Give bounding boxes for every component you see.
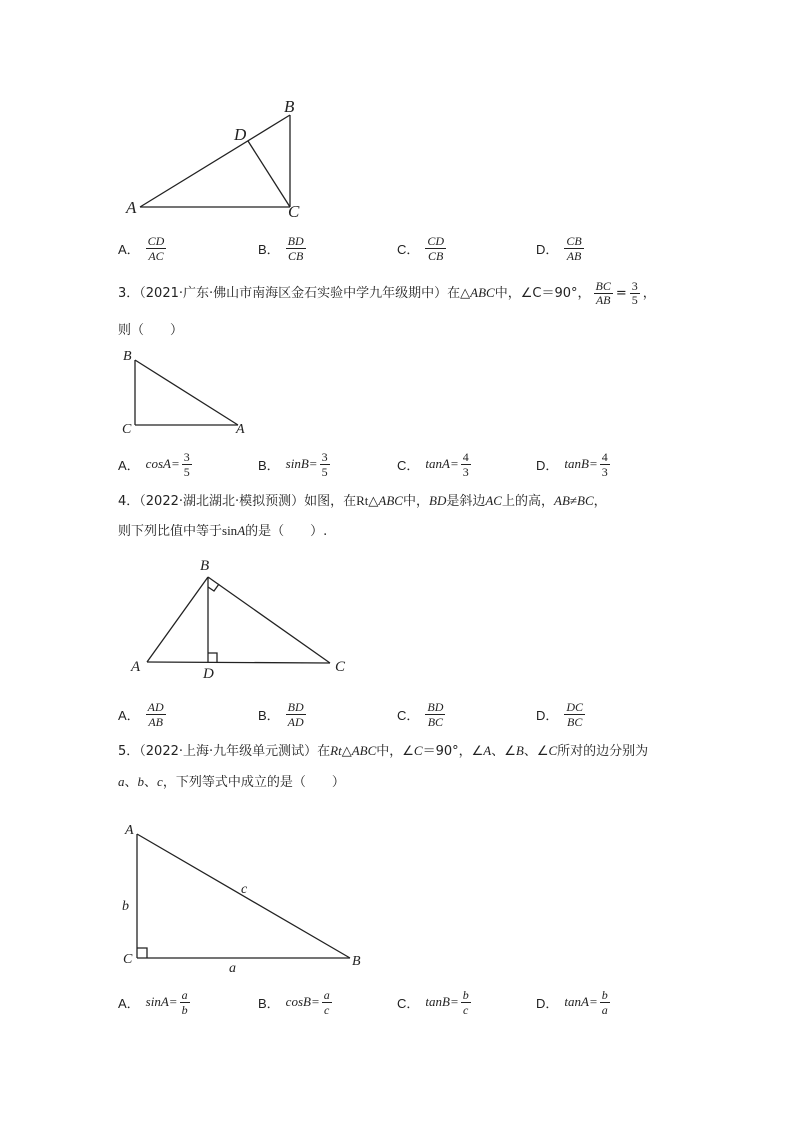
figure-right-triangle-abc-sides	[118, 820, 368, 980]
label-b: B	[284, 97, 295, 116]
q5-option-d[interactable]: D． tanA= $\frac{b}{a}$	[536, 987, 608, 1017]
label-d: D	[203, 666, 214, 682]
question-5-line2: a、b、c，下列等式中成立的是（ ）	[118, 774, 345, 790]
question-4-line2: 则下列比值中等于sinA的是（ ）.	[118, 523, 328, 539]
right-angle-mark-d	[208, 653, 217, 662]
q2-option-b[interactable]: B． $\frac{BD}{CB}$	[258, 233, 304, 263]
q2-option-c[interactable]: C． $\frac{CD}{CB}$	[397, 233, 445, 263]
q2-option-d[interactable]: D． $\frac{CB}{AB}$	[536, 233, 582, 263]
q3-option-a[interactable]: A． cosA= $\frac{3}{5}$	[118, 449, 190, 479]
question-3-stem: 3．（2021·广东·佛山市南海区金石实验中学九年级期中）在△ABC中，∠C＝90°， $\frac{BC}{AB}$ = $\frac{3}{5}$ ，	[118, 279, 656, 307]
q5-option-b[interactable]: B． cosB= $\frac{a}{c}$	[258, 987, 330, 1017]
q4-option-c[interactable]: C． $\frac{BD}{BC}$	[397, 699, 444, 729]
q5-option-a[interactable]: A． sinA= $\frac{a}{b}$	[118, 987, 188, 1017]
q3-options	[118, 444, 678, 484]
right-angle-mark-b	[208, 584, 219, 591]
label-side-a: a	[229, 961, 236, 976]
q4-options	[118, 694, 678, 734]
q3-option-c[interactable]: C． tanA= $\frac{4}{3}$	[397, 449, 469, 479]
q2-option-a[interactable]: A． $\frac{CD}{AC}$	[118, 233, 165, 263]
q2-options	[118, 228, 678, 268]
label-d: D	[234, 125, 247, 144]
label-c: C	[335, 659, 346, 675]
segment-ab	[140, 115, 290, 207]
figure-right-triangle-cba	[118, 345, 258, 440]
q4-option-b[interactable]: B． $\frac{BD}{AD}$	[258, 699, 304, 729]
label-A: A	[125, 823, 134, 838]
label-b: B	[200, 558, 210, 574]
segment-bc	[208, 577, 330, 663]
figure-triangle-altitude	[128, 553, 358, 683]
label-side-c: c	[241, 882, 248, 897]
q3-ratio-fraction: $\frac{BC}{AB}$	[595, 279, 611, 307]
label-b: B	[123, 349, 132, 364]
q4-option-a[interactable]: A． $\frac{AD}{AB}$	[118, 699, 164, 729]
segment-ba	[135, 360, 238, 425]
label-a: A	[236, 422, 245, 437]
label-C: C	[123, 952, 133, 967]
question-5-stem: 5．（2022·上海·九年级单元测试）在Rt△ABC中，∠C＝90°，∠A、∠B、∠C所对的边分别为	[118, 743, 649, 759]
label-c: C	[122, 422, 132, 437]
label-a: A	[131, 659, 141, 675]
label-c: C	[288, 202, 300, 221]
question-4-stem: 4．（2022·湖北湖北·模拟预测）如图，在Rt△ABC中，BD是斜边AC上的高，AB≠BC，	[118, 493, 607, 509]
segment-ab	[147, 577, 208, 662]
segment-ac	[147, 662, 330, 663]
segment-cd	[248, 141, 290, 207]
label-B: B	[352, 954, 361, 969]
q3-option-b[interactable]: B． sinB= $\frac{3}{5}$	[258, 449, 328, 479]
q5-options	[118, 982, 678, 1022]
q5-option-c[interactable]: C． tanB= $\frac{b}{c}$	[397, 987, 469, 1017]
q3-option-d[interactable]: D． tanB= $\frac{4}{3}$	[536, 449, 608, 479]
figure-triangle-abd	[120, 95, 320, 225]
q3-value-fraction: $\frac{3}{5}$	[631, 279, 638, 307]
label-a: A	[126, 198, 137, 217]
q4-option-d[interactable]: D． $\frac{DC}{BC}$	[536, 699, 584, 729]
label-side-b: b	[122, 899, 129, 914]
right-angle-mark-c	[137, 948, 147, 958]
question-3-line2: 则（ ）	[118, 323, 184, 338]
